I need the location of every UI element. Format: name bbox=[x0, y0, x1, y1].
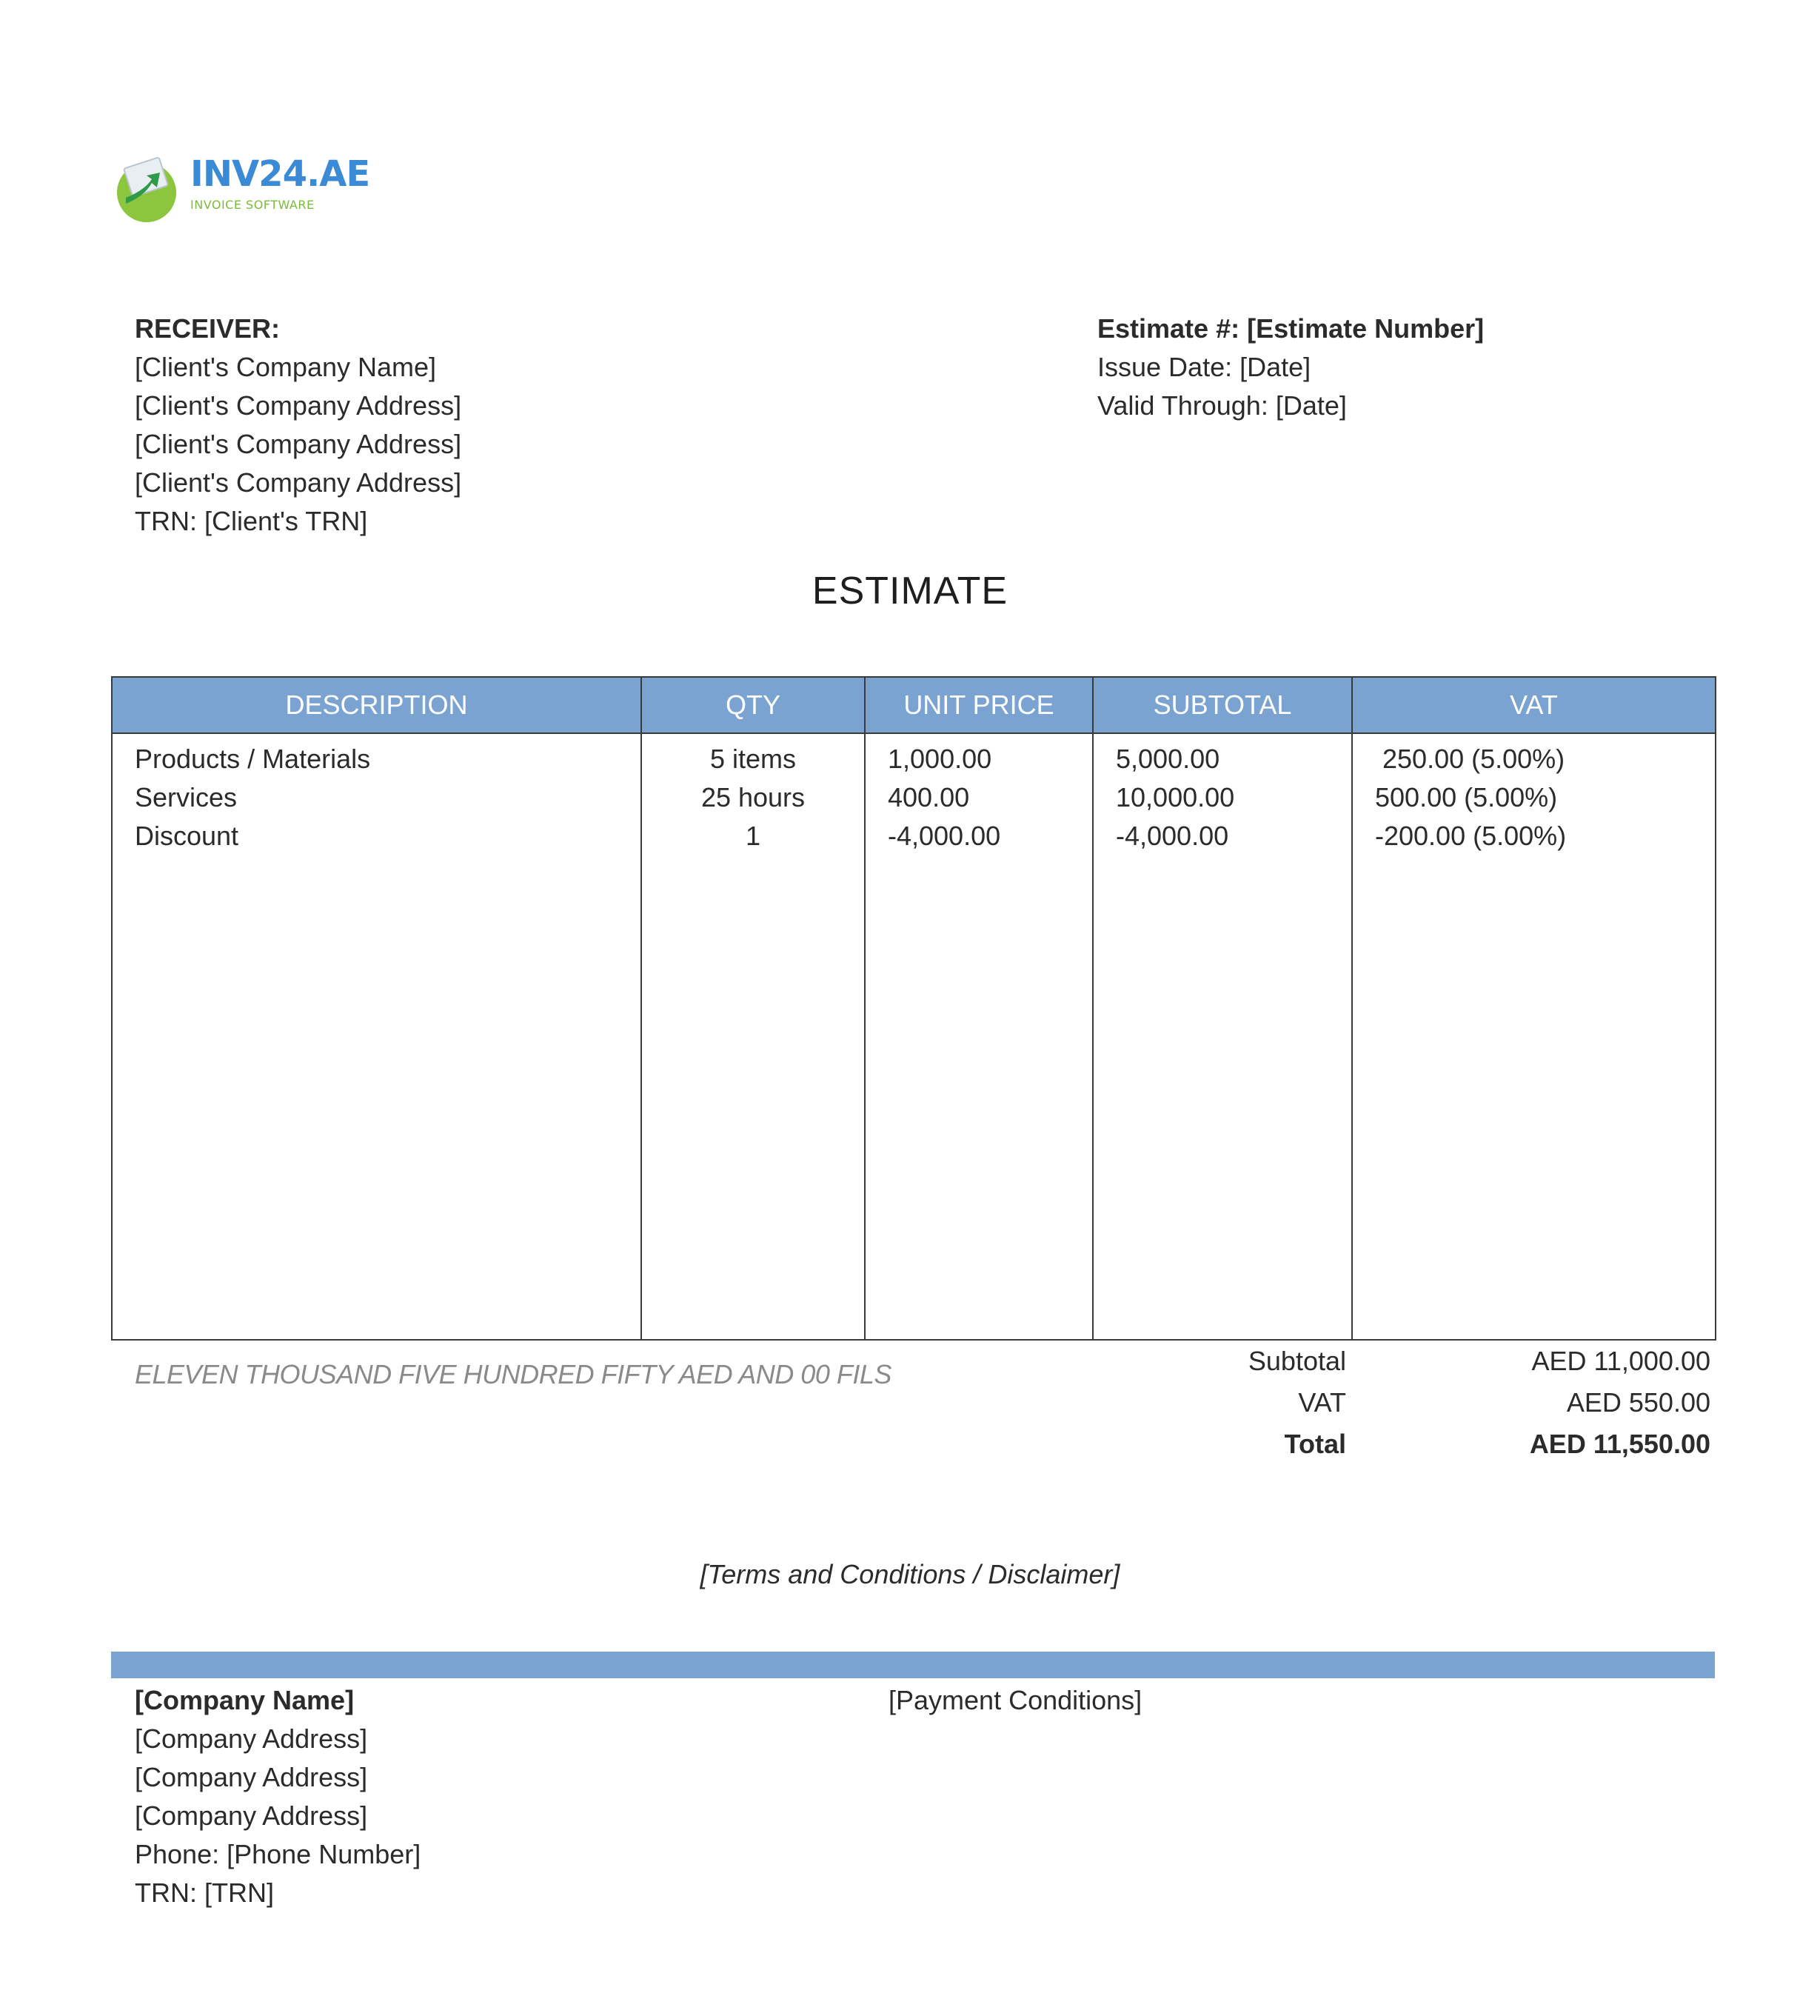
table-cell: 10,000.00 bbox=[1116, 782, 1235, 812]
table-cell: -4,000.00 bbox=[888, 821, 1001, 851]
table-cell: Services bbox=[135, 782, 238, 812]
column-header-subtotal: SUBTOTAL bbox=[1093, 677, 1352, 733]
column-header-unit-price: UNIT PRICE bbox=[865, 677, 1093, 733]
table-cell: 5 items bbox=[709, 744, 797, 774]
total-label: Total bbox=[1284, 1429, 1346, 1459]
amount-in-words: ELEVEN THOUSAND FIVE HUNDRED FIFTY AED AND 00 FILS bbox=[135, 1359, 891, 1389]
table-cell: 1 bbox=[745, 821, 761, 851]
column-header-vat: VAT bbox=[1352, 677, 1716, 733]
company-line: [Company Address] bbox=[135, 1762, 368, 1792]
company-line: [Company Address] bbox=[135, 1723, 368, 1754]
items-table bbox=[111, 676, 1716, 1341]
column-header-description: DESCRIPTION bbox=[112, 677, 641, 733]
table-cell: Discount bbox=[135, 821, 239, 851]
valid-through: Valid Through: [Date] bbox=[1097, 390, 1347, 421]
receiver-heading: RECEIVER: bbox=[135, 313, 281, 344]
document-title: ESTIMATE bbox=[812, 570, 1008, 613]
estimate-number: Estimate #: [Estimate Number] bbox=[1097, 313, 1485, 344]
total-value: AED 11,550.00 bbox=[1529, 1429, 1710, 1459]
table-cell: 1,000.00 bbox=[888, 744, 992, 774]
vat-label: VAT bbox=[1298, 1387, 1346, 1418]
table-cell: 500.00 (5.00%) bbox=[1375, 782, 1558, 812]
table-header-row bbox=[112, 677, 1716, 733]
column-header-qty: QTY bbox=[641, 677, 865, 733]
company-trn: TRN: [TRN] bbox=[135, 1878, 274, 1908]
table-cell: 5,000.00 bbox=[1116, 744, 1220, 774]
company-name: [Company Name] bbox=[135, 1685, 355, 1715]
table-cell: 250.00 (5.00%) bbox=[1375, 744, 1565, 774]
logo-emblem-icon bbox=[111, 152, 185, 226]
vat-column bbox=[1352, 733, 1716, 1340]
description-column bbox=[112, 733, 641, 1340]
summary-labels bbox=[1111, 1341, 1346, 1465]
company-info-block bbox=[135, 1681, 421, 1912]
receiver-line: [Client's Company Address] bbox=[135, 429, 462, 459]
company-logo bbox=[111, 152, 370, 226]
unit-price-column bbox=[865, 733, 1093, 1340]
estimate-info-block bbox=[1097, 310, 1764, 425]
receiver-block bbox=[135, 310, 653, 541]
table-cell: 400.00 bbox=[888, 782, 970, 812]
summary-values bbox=[1407, 1341, 1710, 1465]
subtotal-value: AED 11,000.00 bbox=[1531, 1346, 1710, 1376]
subtotal-column bbox=[1093, 733, 1352, 1340]
company-phone: Phone: [Phone Number] bbox=[135, 1839, 421, 1869]
payment-conditions: [Payment Conditions] bbox=[889, 1685, 1142, 1715]
vat-value: AED 550.00 bbox=[1566, 1387, 1710, 1418]
table-body-row bbox=[112, 733, 1716, 1340]
receiver-line: [Client's Company Address] bbox=[135, 390, 462, 421]
logo-tagline: INVOICE SOFTWARE bbox=[190, 198, 315, 212]
company-line: [Company Address] bbox=[135, 1800, 368, 1831]
receiver-line: TRN: [Client's TRN] bbox=[135, 506, 368, 536]
qty-column bbox=[641, 733, 865, 1340]
table-cell: 25 hours bbox=[700, 782, 806, 812]
issue-date: Issue Date: [Date] bbox=[1097, 352, 1311, 382]
terms-disclaimer: [Terms and Conditions / Disclaimer] bbox=[700, 1559, 1120, 1589]
table-cell: -4,000.00 bbox=[1116, 821, 1229, 851]
table-cell: -200.00 (5.00%) bbox=[1375, 821, 1567, 851]
logo-name: INV24.AE bbox=[190, 153, 370, 195]
receiver-line: [Client's Company Address] bbox=[135, 467, 462, 498]
receiver-line: [Client's Company Name] bbox=[135, 352, 437, 382]
subtotal-label: Subtotal bbox=[1248, 1346, 1346, 1376]
table-cell: Products / Materials bbox=[135, 744, 371, 774]
footer-divider-bar bbox=[111, 1652, 1715, 1678]
